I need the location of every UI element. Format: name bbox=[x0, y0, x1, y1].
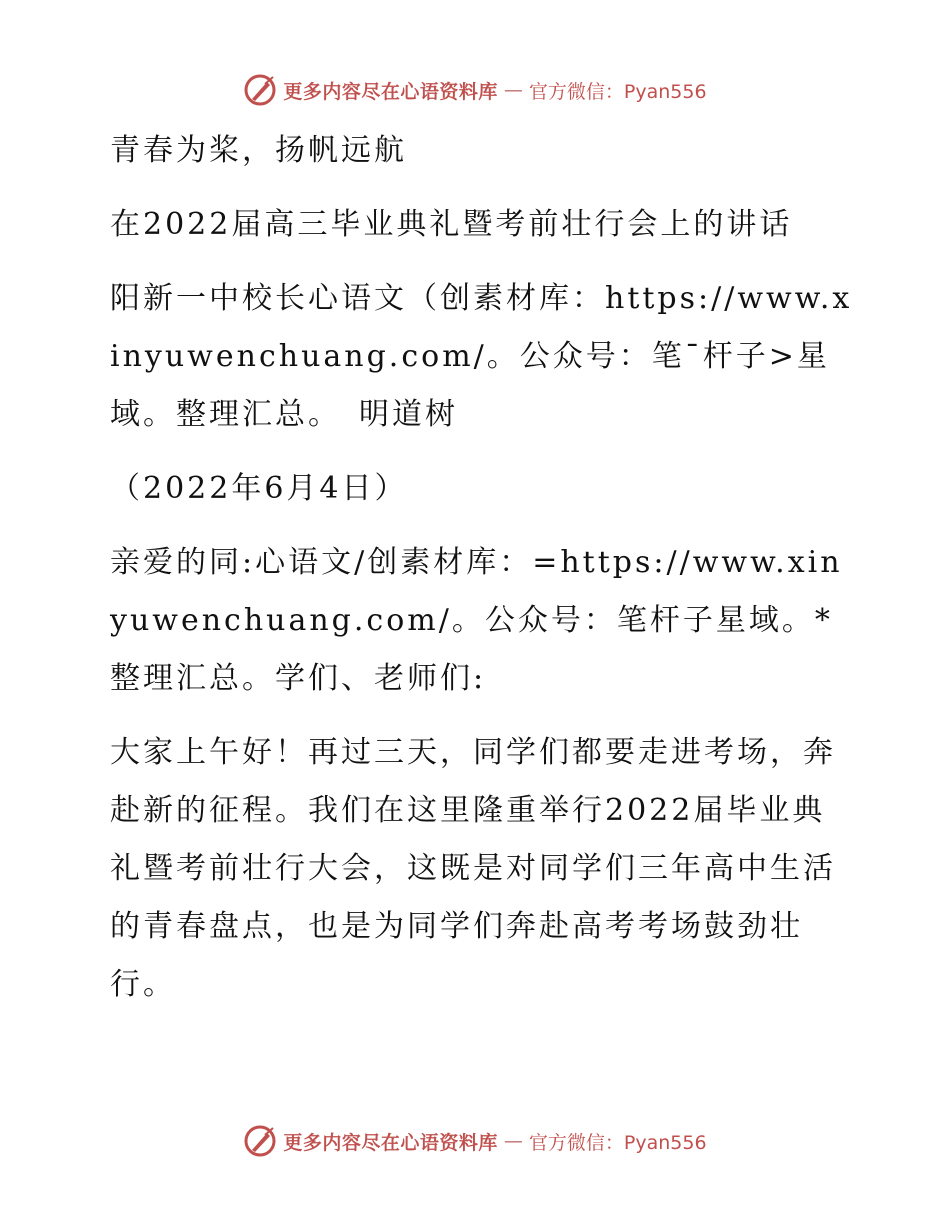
watermark-wechat: 官方微信：Pyan556 bbox=[528, 80, 707, 103]
document-greeting: 亲爱的同:心语文/创素材库：=https://www.xinyuwenchuang.com/。公众号：笔杆子星域。*整理汇总。学们、老师们: bbox=[110, 545, 843, 696]
watermark-text: 更多内容尽在心语资料库 bbox=[283, 80, 498, 103]
watermark-separator: — bbox=[503, 1130, 523, 1152]
document-subtitle: 在2022届高三毕业典礼暨考前壮行会上的讲话 bbox=[110, 207, 793, 242]
watermark-wechat: 官方微信：Pyan556 bbox=[528, 1131, 707, 1154]
watermark-separator: — bbox=[503, 79, 523, 101]
document-body bbox=[96, 122, 856, 1014]
document-title: 青春为桨，扬帆远航 bbox=[110, 133, 407, 168]
watermark-text: 更多内容尽在心语资料库 bbox=[283, 1131, 498, 1154]
document-paragraph: 大家上午好！再过三天，同学们都要走进考场，奔赴新的征程。我们在这里隆重举行2022届毕业典礼暨考前壮行大会，这既是对同学们三年高中生活的青春盘点，也是为同学们奔赴高考考场鼓劲壮行。 bbox=[110, 735, 836, 1002]
quill-logo-icon bbox=[243, 73, 277, 107]
watermark-footer bbox=[0, 1123, 950, 1159]
document-author: 阳新一中校长心语文（创素材库：https://www.xinyuwenchuang.com/。公众号：笔¯杆子>星域。整理汇总。 明道树 bbox=[110, 281, 853, 432]
watermark-header bbox=[0, 72, 950, 108]
document-date: （2022年6月4日） bbox=[110, 471, 408, 506]
quill-logo-icon bbox=[243, 1124, 277, 1158]
